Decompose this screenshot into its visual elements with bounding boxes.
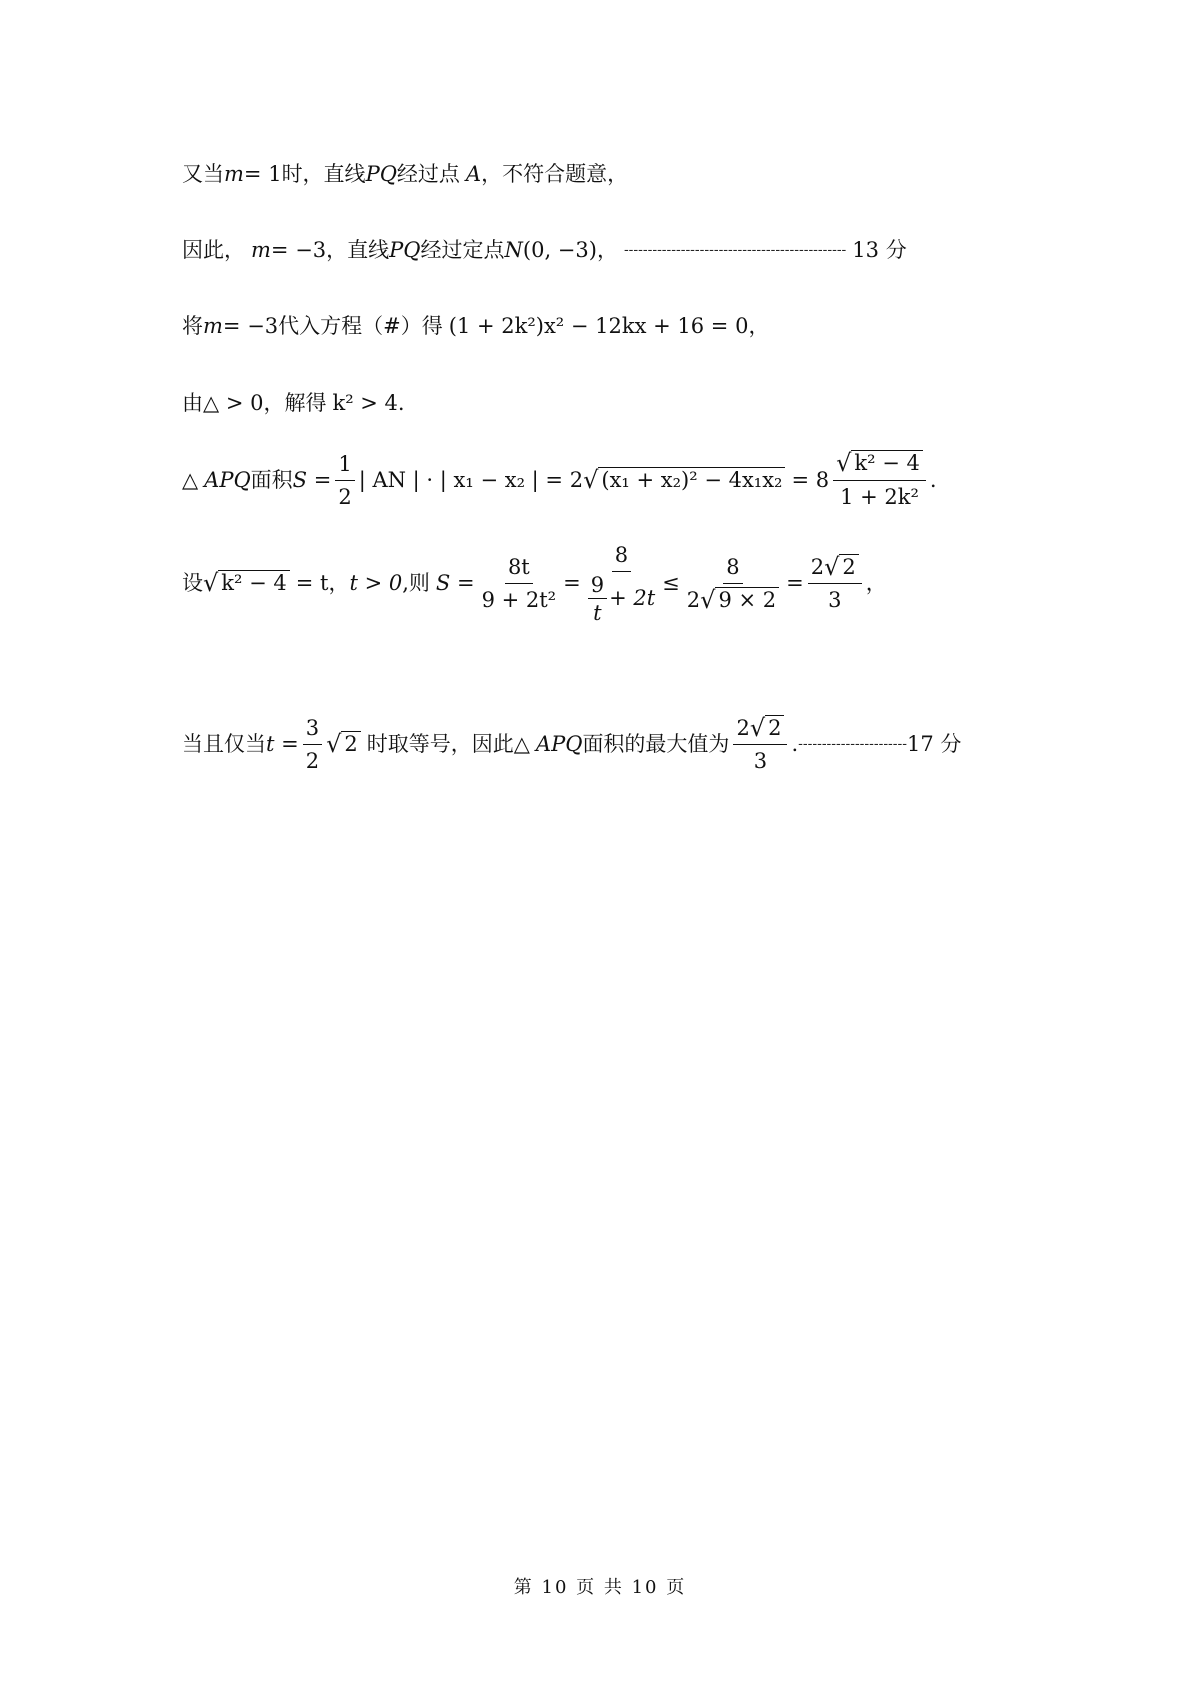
text: ， [328,571,350,595]
score-label: 13 分 [852,238,907,262]
square-root [836,450,923,476]
denominator: 1 + 2k² [840,485,919,509]
var-s: S = [292,468,332,492]
fraction-inner [588,575,607,624]
solution-line-2 [182,236,907,264]
math: = 8 [791,468,830,492]
math: = t [295,571,329,595]
coef: 2 [686,587,701,612]
denominator: 2 [305,748,320,773]
numerator: 1 [335,451,354,481]
fraction-area [833,450,926,510]
equals: = [786,571,804,595]
inequality: k² > 4 [332,391,398,415]
radicand: 2 [341,731,360,757]
var-s: S = [435,571,475,595]
var-t: t = [266,732,299,756]
score-label: 17 分 [906,732,962,756]
denominator [585,572,658,624]
denominator: 9 + 2t² [481,587,557,612]
fraction-max [733,715,787,774]
text: 将 [182,314,203,338]
text: ， [865,571,887,595]
solution-line-4 [182,389,405,417]
radicand: 2 [765,715,784,741]
fraction-1 [479,554,560,613]
math: | AN | · | x₁ − x₂ | = 2 [358,468,584,492]
text: 经过点 [396,162,460,186]
numerator: 8 [612,542,631,572]
var-m: m [203,314,223,338]
fraction-3 [684,554,782,613]
radical-sign: √ [700,585,716,614]
numerator: 3 [303,715,322,745]
text: ， [596,238,618,262]
numerator: 8t [505,554,533,584]
radical-sign: √ [836,449,852,477]
radicand: (x₁ + x₂)² − 4x₁x₂ [598,467,785,493]
numerator: 8 [723,554,742,584]
square-root [700,587,779,613]
var-m: m [251,238,271,262]
text: 由△ > 0，解得 [182,391,327,415]
dash-leader: ----------------------- [798,736,907,752]
fraction-2 [585,542,658,624]
denominator: 2 [338,484,352,509]
math: = −3 [270,238,327,262]
solution-line-3 [182,312,769,340]
math: + 2t [609,586,656,610]
equals: = [563,571,581,595]
denominator: 3 [753,748,768,773]
fraction-4 [808,554,862,613]
radicand: 2 [839,554,858,580]
var-apq: APQ [535,732,583,756]
solution-line-5 [182,448,937,512]
radical-sign: √ [203,569,219,597]
radicand: k² − 4 [218,570,289,596]
text: 面积 [250,468,293,492]
text: 面积的最大值为 [582,732,730,756]
page-footer: 第 10 页 共 10 页 [513,1577,687,1598]
radical-sign: √ [824,552,840,581]
square-root [750,715,785,741]
var-a: A [465,162,482,186]
text: 代入方程（#）得 [278,314,443,338]
var-n: N [504,238,523,262]
var-pq: PQ [365,162,397,186]
square-root [824,554,859,580]
solution-line-1 [182,160,628,188]
var-pq: PQ [389,238,421,262]
math: = −3 [222,314,279,338]
radicand: 9 × 2 [715,587,779,613]
var-apq: APQ [204,468,251,492]
solution-line-6 [182,530,887,625]
square-root [583,467,785,493]
denominator [684,584,782,613]
square-root [203,570,290,596]
text: 经过定点 [420,238,505,262]
triangle-symbol: △ [182,468,199,492]
radicand: k² − 4 [851,450,922,476]
numerator [808,554,862,584]
text: . [791,732,799,756]
numerator: 9 [588,575,607,599]
point: (0, −3) [522,238,597,262]
condition: t > 0 [349,571,403,595]
numerator [733,715,787,745]
radical-sign: √ [583,466,599,494]
quadratic-equation: (1 + 2k²)x² − 12kx + 16 = 0 [448,314,749,338]
var-m: m [224,162,244,186]
radical-sign: √ [749,713,766,742]
fraction-three-halves [303,715,322,774]
text: 又当 [182,162,224,186]
denominator: t [593,601,602,625]
numerator [833,450,926,481]
text: . [397,391,405,415]
math: = 1 [243,162,282,186]
text: ， [748,314,770,338]
solution-line-7 [182,712,961,776]
dash-leader: ----------------------------------------------- [623,242,847,258]
square-root [326,731,361,757]
text: . [929,468,937,492]
less-equal: ≤ [662,571,680,595]
coef: 2 [736,715,750,740]
text: ，不符合题意， [481,162,629,186]
text: 设 [182,571,203,595]
text: ,则 [402,571,430,595]
fraction-half [335,451,354,510]
text: 因此， [182,238,245,262]
denominator: 3 [828,587,842,612]
radical-sign: √ [326,730,342,758]
text: 时取等号，因此△ [366,732,530,756]
text: 时，直线 [281,162,366,186]
coef: 2 [810,554,825,579]
text: ，直线 [326,238,390,262]
text: 当且仅当 [182,732,266,756]
